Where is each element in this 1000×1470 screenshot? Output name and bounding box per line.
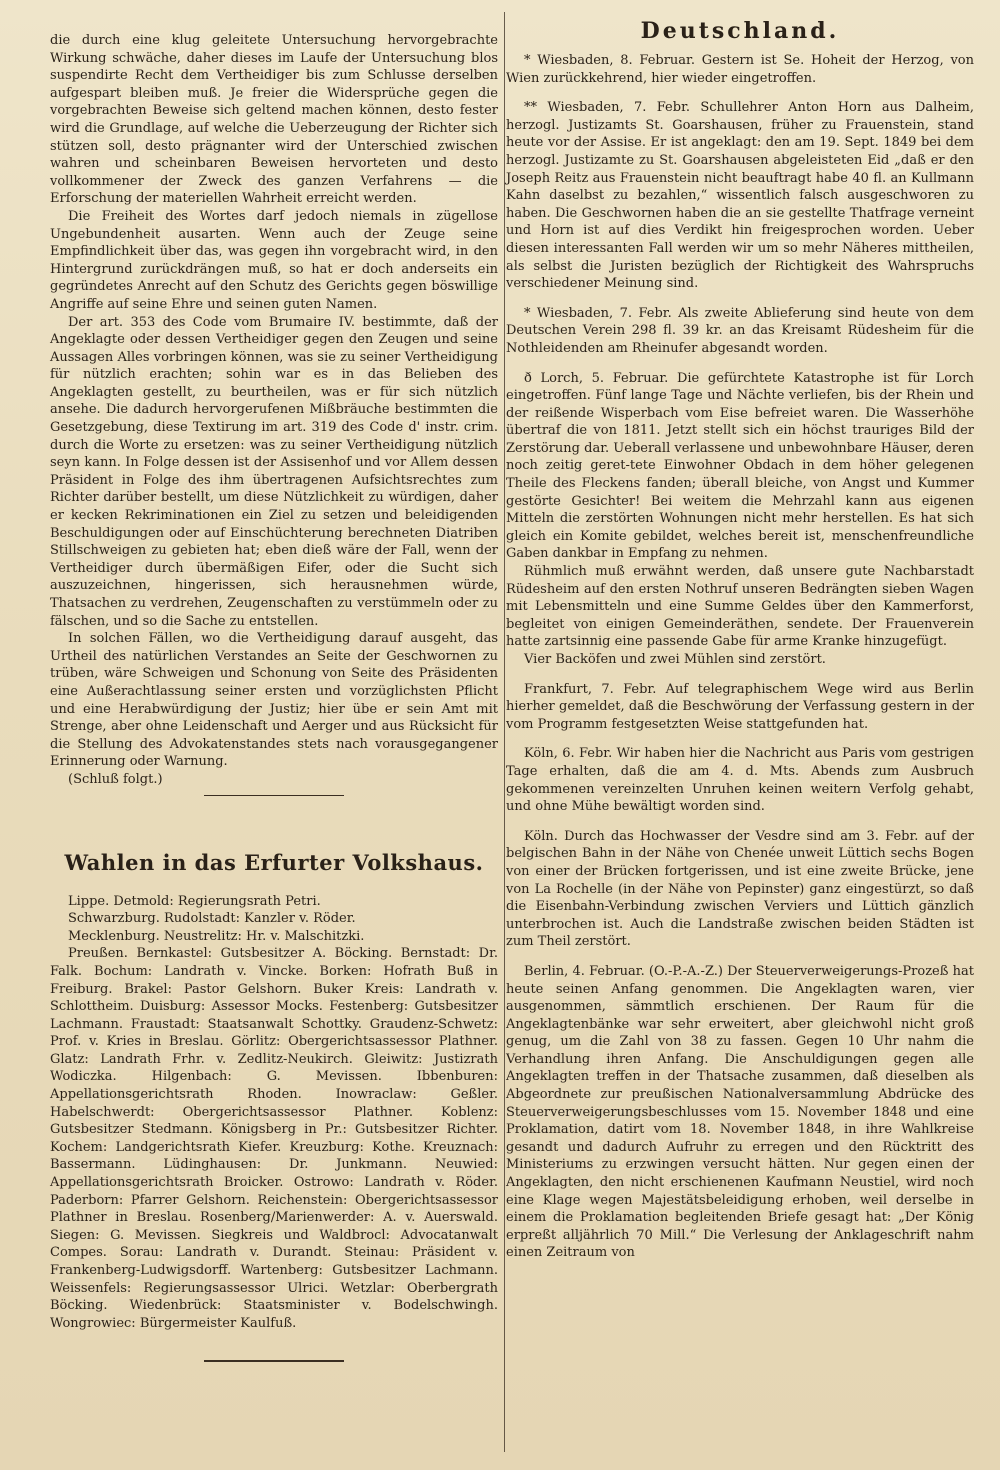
article-text: ** Wiesbaden, 7. Febr. Schullehrer Anton Horn aus Dalheim, herzogl. Justizamts St. Goarshausen, früher zu Frauenstein, stand heute vor der Assise. Er ist angeklagt: den am 19. Sept. 1849 bei dem herzogl. Justizamte zu St. Goarshausen abgeleisteten Eid „daß er den Joseph Reitz aus Frauenstein nicht beauftragt habe 40 fl. an Kullmann Kahn daselbst zu bezahlen,“ wissentlich falsch ausgeschworen zu haben. Die Geschwornen haben die an sie gestellte Thatfrage verneint und Horn ist auf dies Verdikt hin freigesprochen worden. Ueber diesen interessanten Fall werden wir um so mehr Näheres mittheilen, als selbst die Juristen bezüglich der Richtigkeit des Wahrspruchs verschiedener Meinung sind. bbox=[506, 100, 974, 292]
left-column bbox=[50, 0, 498, 1362]
right-column bbox=[506, 0, 974, 1274]
article-wiesbaden-3 bbox=[506, 305, 974, 358]
election-schwarzburg: Schwarzburg. Rudolstadt: Kanzler v. Röder. bbox=[68, 911, 356, 927]
election-mecklenburg: Mecklenburg. Neustrelitz: Hr. v. Malschitzki. bbox=[68, 928, 365, 944]
article-text: * Wiesbaden, 7. Febr. Als zweite Ablieferung sind heute von dem Deutschen Verein 298 fl. 39 kr. an das Kreisamt Rüdesheim für die Nothleidenden am Rheinufer abgesandt worden. bbox=[506, 305, 974, 356]
section-divider bbox=[204, 795, 344, 796]
article-text: Köln. Durch das Hochwasser der Vesdre sind am 3. Febr. auf der belgischen Bahn in der Nähe von Chenée unweit Lüttich sechs Bogen von einer der Brücken fortgerissen, und ist eine zweite Brücke, jene von La Rochelle (in der Nähe von Pepinster) ganz eingestürzt, so daß die Eisenbahn-Verbindung zwischen Verviers und Lüttich gänzlich unterbrochen ist. Auch die Landstraße zwischen beiden Städten ist zum Theil zerstört. bbox=[506, 828, 974, 950]
election-lippe: Lippe. Detmold: Regierungsrath Petri. bbox=[68, 893, 321, 909]
column-rule bbox=[504, 12, 505, 1452]
continued-paragraph-1: die durch eine klug geleitete Untersuchung hervorgebrachte Wirkung schwäche, daher dieses im Laufe der Untersuchung blos suspendirte Recht dem Vertheidiger bis zum Schlusse derselben aufgespart bleiben muß. Je freier die Widersprüche gegen die vorgebrachten Beweise sich geltend machen können, desto fester wird die Grundlage, auf welche die Ueberzeugung der Richter sich stützen soll, desto prägnanter wird der Unterschied zwischen wahren und scheinbaren Beweisen hervorteten und desto vollkommener der Zweck des ganzen Verfahrens — die Erforschung der materiellen Wahrheit erreicht werden. bbox=[50, 33, 498, 207]
election-section bbox=[50, 850, 498, 1333]
article-wiesbaden-1 bbox=[506, 52, 974, 87]
article-koeln-1 bbox=[506, 745, 974, 815]
article-text: Frankfurt, 7. Febr. Auf telegraphischem Wege wird aus Berlin hierher gemeldet, daß die Beschwörung der Verfassung gestern in der vom Programm festgesetzten Weise stattgefunden hat. bbox=[506, 681, 974, 732]
article-text: Berlin, 4. Februar. (O.-P.-A.-Z.) Der Steuerverweigerungs-Prozeß hat heute seinen Anfang genommen. Die Angeklagten waren, vier ausgenommen, sämmtlich erschienen. Der Raum für die Angeklagtenbänke war sehr erweitert, aber gleichwohl nicht groß genug, um die Zahl von 38 zu fassen. Gegen 10 Uhr nahm die Verhandlung ihren Anfang. Die Anschuldigungen gegen alle Angeklagten treffen in der Thatsache zusammen, daß dieselben als Abgeordnete zur preußischen Nationalversammlung Abdrücke des Steuerverweigerungsbeschlusses vom 15. November 1848 und eine Proklamation, datirt vom 18. November 1848, in ihre Wahlkreise gesandt und dadurch Aufruhr zu erregen und den Rücktritt des Ministeriums zu erzwingen versucht hätten. Nur gegen einen der Angeklagten, den nicht erschienenen Kaufmann Neustiel, wird noch eine Klage wegen Majestätsbeleidigung erhoben, weil derselbe in einem die Proklamation begleitenden Briefe gesagt hat: „Der König erpreßt alljährlich 70 Mill.“ Die Verlesung der Anklageschrift nahm einen Zeitraum von bbox=[506, 963, 974, 1261]
article-text: Rühmlich muß erwähnt werden, daß unsere gute Nachbarstadt Rüdesheim auf den ersten Nothruf unseren Bedrängten sieben Wagen mit Lebensmitteln und eine Summe Geldes über den Kammerforst, begleitet von einigen Gemeinderäthen, sendete. Der Frauenverein hatte zartsinnig eine passende Gabe für arme Kranke hinzugefügt. bbox=[506, 564, 974, 650]
article-text: * Wiesbaden, 8. Februar. Gestern ist Se. Hoheit der Herzog, von Wien zurückkehrend, hier wieder eingetroffen. bbox=[506, 53, 974, 86]
continuation-note: (Schluß folgt.) bbox=[68, 771, 163, 787]
article-text: Köln, 6. Febr. Wir haben hier die Nachricht aus Paris vom gestrigen Tage erhalten, daß die am 4. d. Mts. Abends zum Ausbruch gekommenen vereinzelten Unruhen keinen weitern Verfolg gehabt, und ohne Mühe bewältigt worden sind. bbox=[506, 746, 974, 815]
continued-paragraph-3: Der art. 353 des Code vom Brumaire IV. bestimmte, daß der Angeklagte oder dessen Vertheidiger gegen den Zeugen und seine Aussagen Alles vorbringen können, was sie zu seiner Vertheidigung für nützlich erachten; sohin war es in das Belieben des Angeklagten gestellt, zu beurtheilen, was er für sich nützlich ansehe. Die dadurch hervorgerufenen Mißbräuche bestimmten die Gesetzgebung, diese Textirung im art. 319 des Code d' instr. crim. durch die Worte zu ersetzen: was zu seiner Vertheidigung nützlich seyn kann. In Folge dessen ist der Assisenhof und vor Allem dessen Präsident in Folge des ihm übertragenen Aufsichtsrechtes zum Richter darüber bestellt, um diese Nützlichkeit zu würdigen, daher er kecken Rekriminationen ein Ziel zu setzen und beleidigenden Beschuldigungen oder auf Einschüchterung berechneten Diatriben Stillschweigen zu gebieten hat; eben dieß wäre der Fall, wenn der Vertheidiger durch übermäßigen Eifer, oder die Sucht sich auszuzeichnen, hingerissen, sich herausnehmen würde, Thatsachen zu verdrehen, Zeugenschaften zu verstümmeln oder zu fälschen, und so die Sache zu entstellen. bbox=[50, 314, 498, 629]
article-text: ð Lorch, 5. Februar. Die gefürchtete Katastrophe ist für Lorch eingetroffen. Fünf lange Tage und Nächte verliefen, bis der Rhein und der reißende Wisperbach vom Eise befreiet waren. Die Wasserhöhe übertraf die von 1811. Jetzt stellt sich ein höchst trauriges Bild der Zerstörung dar. Ueberall verlassene und unbewohnbare Häuser, deren noch zeitig geret-tete Einwohner Obdach in dem höher gelegenen Theile des Fleckens fanden; überall bleiche, von Angst und Kummer gestörte Gesichter! Bei weitem die Mehrzahl kann aus eigenen Mitteln die zerstörten Wohnungen nicht mehr herstellen. Es hat sich gleich ein Komite gebildet, welches bereit ist, menschenfreundliche Gaben dankbar in Empfang zu nehmen. bbox=[506, 370, 974, 562]
section-masthead: Deutschland. bbox=[640, 18, 840, 44]
article-berlin bbox=[506, 963, 974, 1262]
article-frankfurt bbox=[506, 681, 974, 734]
article-koeln-2 bbox=[506, 828, 974, 951]
election-section-title: Wahlen in das Erfurter Volkshaus. bbox=[64, 849, 484, 875]
continued-paragraph-2: Die Freiheit des Wortes darf jedoch niemals in zügellose Ungebundenheit ausarten. Wenn auch der Zeuge seine Empfindlichkeit über das, was gegen ihn vorgebracht wird, in den Hintergrund zurückdrängen muß, so hat er doch anderseits ein gegründetes Anrecht auf den Schutz des Gerichts gegen böswillige Angriffe auf seine Ehre und seinen guten Namen. bbox=[50, 208, 498, 312]
article-lorch bbox=[506, 370, 974, 669]
election-preussen: Preußen. Bernkastel: Gutsbesitzer A. Böcking. Bernstadt: Dr. Falk. Bochum: Landrath v. Vincke. Borken: Hofrath Buß in Freiburg. Brakel: Pastor Gelshorn. Buker Kreis: Landrath v. Schlottheim. Duisburg: Assessor Mocks. Festenberg: Gutsbesitzer Lachmann. Fraustadt: Staatsanwalt Schottky. Graudenz-Schwetz: Prof. v. Kries in Breslau. Görlitz: Obergerichtsassessor Plathner. Glatz: Landrath Frhr. v. Zedlitz-Neukirch. Gleiwitz: Justizrath Wodiczka. Hilgenbach: G. Mevissen. Ibbenburen: Appellationsgerichtsrath Rhoden. Inowraclaw: Geßler. Habelschwerdt: Obergerichtsassessor Plathner. Koblenz: Gutsbesitzer Stedmann. Königsberg in Pr.: Gutsbesitzer Richter. Kochem: Landgerichtsrath Kiefer. Kreuzburg: Kothe. Kreuznach: Bassermann. Lüdinghausen: Dr. Junkmann. Neuwied: Appellationsgerichtsrath Broicker. Ostrowo: Landrath v. Röder. Paderborn: Pfarrer Gelshorn. Reichenstein: Obergerichtsassessor Plathner in Breslau. Rosenberg/Marienwerder: A. v. Auerswald. Siegen: G. Mevissen. Siegkreis und Waldbrocl: Advocatanwalt Compes. Sorau: Landrath v. Durandt. Steinau: Präsident v. Frankenberg-Ludwigsdorff. Wartenberg: Gutsbesitzer Lachmann. Weissenfels: Regierungsassessor Ulrici. Wetzlar: Oberbergrath Böcking. Wiedenbrück: Staatsminister v. Bodelschwingh. Wongrowiec: Bürgermeister Kaulfuß. bbox=[50, 946, 498, 1331]
continued-paragraph-4: In solchen Fällen, wo die Vertheidigung darauf ausgeht, das Urtheil des natürlichen Verstandes an Seite der Geschwornen zu trüben, wäre Schweigen und Schonung von Seite des Präsidenten eine Außerachtlassung seiner ersten und vorzüglichsten Pflicht und eine Herabwürdigung der Justiz; hier übe er sein Amt mit Strenge, aber ohne Leidenschaft und Aerger und aus Rücksicht für die Stellung des Advokatenstandes stets nach vorausgegangener Erinnerung oder Warnung. bbox=[50, 631, 498, 770]
article-wiesbaden-2 bbox=[506, 99, 974, 293]
article-text: Vier Backöfen und zwei Mühlen sind zerstört. bbox=[524, 652, 826, 667]
bottom-divider bbox=[204, 1360, 344, 1362]
